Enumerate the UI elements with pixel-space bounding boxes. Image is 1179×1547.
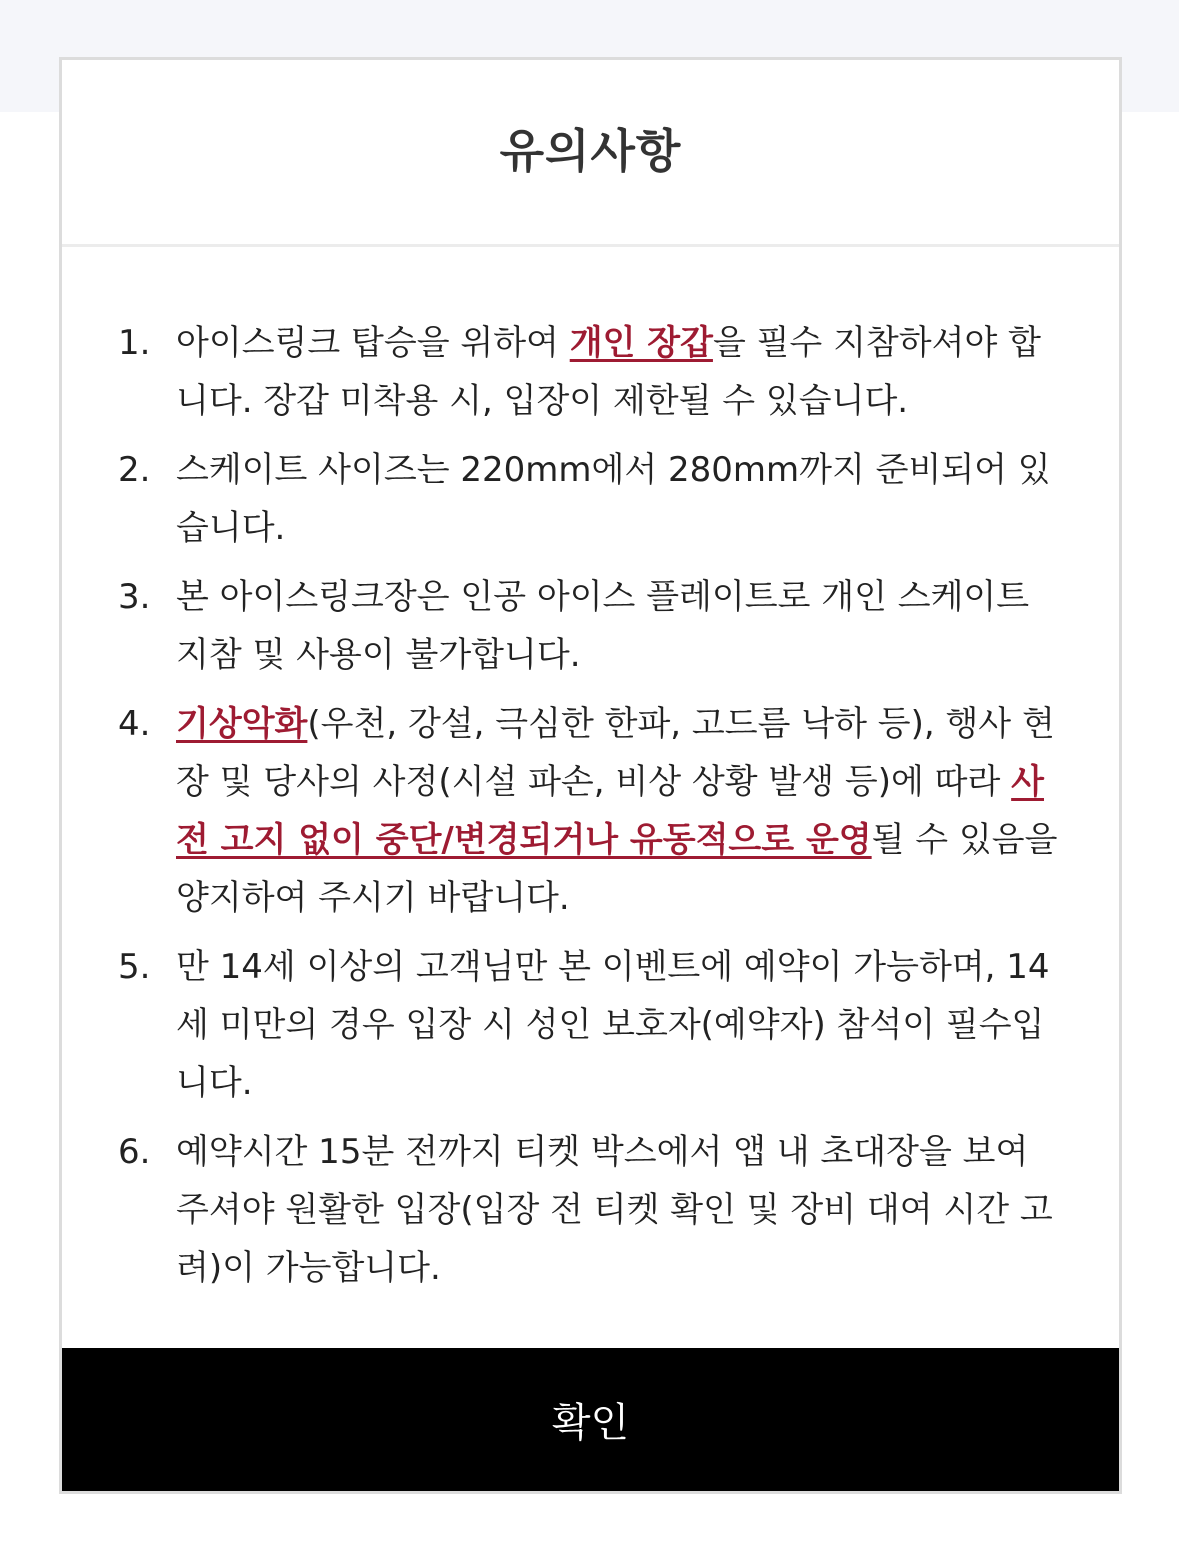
notice-number: 3. bbox=[118, 577, 151, 617]
notice-number: 1. bbox=[118, 323, 151, 363]
modal-title: 유의사항 bbox=[499, 124, 682, 178]
notice-text bbox=[176, 695, 1058, 927]
notice-text bbox=[176, 1123, 1058, 1297]
notice-text-segment: 예약시간 15분 전까지 티켓 박스에서 앱 내 초대장을 보여주셔야 원활한 입장(입장 전 티켓 확인 및 장비 대여 시간 고려)이 가능합니다. bbox=[176, 1132, 1053, 1288]
modal-header bbox=[62, 60, 1119, 247]
notice-text bbox=[176, 441, 1058, 557]
notice-number: 2. bbox=[118, 450, 151, 490]
notice-text-segment: 본 아이스링크장은 인공 아이스 플레이트로 개인 스케이트 지참 및 사용이 불가합니다. bbox=[176, 577, 1030, 675]
notice-text bbox=[176, 938, 1058, 1112]
notice-emphasis: 사전 고지 없이 중단/변경되거나 유동적으로 운영 bbox=[176, 762, 1044, 860]
notice-text-segment: 스케이트 사이즈는 220mm에서 280mm까지 준비되어 있습니다. bbox=[176, 450, 1051, 548]
notice-number: 4. bbox=[118, 704, 151, 744]
notice-item bbox=[118, 1123, 1058, 1297]
notice-item bbox=[118, 938, 1058, 1112]
notice-text-segment: 아이스링크 탑승을 위하여 bbox=[176, 323, 570, 363]
notice-item bbox=[118, 695, 1058, 927]
notice-item bbox=[118, 314, 1058, 430]
notice-text-segment: 만 14세 이상의 고객님만 본 이벤트에 예약이 가능하며, 14세 미만의 경우 입장 시 성인 보호자(예약자) 참석이 필수입니다. bbox=[176, 947, 1050, 1103]
notice-number: 6. bbox=[118, 1132, 151, 1172]
notice-item bbox=[118, 568, 1058, 684]
notice-number: 5. bbox=[118, 947, 151, 987]
notice-modal bbox=[59, 57, 1122, 1494]
notice-text-segment: 될 수 있음을 양지하여 주시기 바랍니다. bbox=[176, 820, 1058, 918]
confirm-button[interactable]: 확인 bbox=[62, 1348, 1119, 1491]
notice-emphasis: 개인 장갑 bbox=[569, 323, 713, 363]
notice-item bbox=[118, 441, 1058, 557]
notice-text-segment: 을 필수 지참하셔야 합니다. 장갑 미착용 시, 입장이 제한될 수 있습니다. bbox=[176, 323, 1041, 421]
notice-list bbox=[118, 314, 1058, 1308]
notice-emphasis: 기상악화 bbox=[176, 704, 308, 744]
notice-text bbox=[176, 314, 1058, 430]
notice-text bbox=[176, 568, 1058, 684]
notice-text-segment: (우천, 강설, 극심한 한파, 고드름 낙하 등), 행사 현장 및 당사의 사정(시설 파손, 비상 상황 발생 등)에 따라 bbox=[176, 704, 1055, 802]
